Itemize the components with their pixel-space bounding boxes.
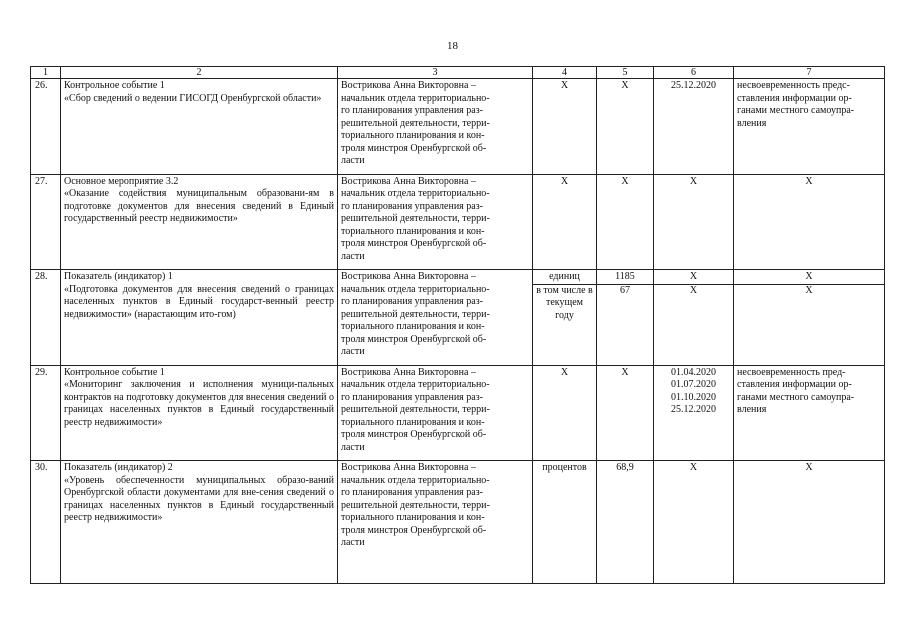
responsible-line: начальник отдела территориально-	[341, 474, 490, 486]
responsible-line: троля минстроя Оренбургской об-	[341, 524, 487, 536]
date-value: 25.12.2020	[671, 80, 716, 91]
risk-cell	[734, 174, 885, 270]
unit-cell: Х	[533, 79, 597, 175]
responsible-line: ласти	[341, 346, 365, 357]
value-cell	[597, 270, 654, 366]
date-current-year: Х	[654, 284, 733, 298]
event-title: Показатель (индикатор) 2	[64, 462, 173, 473]
responsible-line: ласти	[341, 155, 365, 166]
header-cell: 1	[31, 67, 61, 79]
responsible-line: ториального планирования и кон-	[341, 512, 485, 523]
risk-total: Х	[805, 271, 813, 282]
table-row	[31, 365, 885, 461]
event-cell	[61, 79, 338, 175]
risk-line: ставления информации ор-	[737, 92, 852, 104]
date-value: 01.04.2020	[671, 366, 716, 378]
table-row	[31, 270, 885, 366]
event-description: «Уровень обеспеченности муниципальных образо-ваний Оренбургской области документами для вне-сения сведений о границах населенных пунктов в Единый государственный реестр недвижимости»	[64, 474, 334, 523]
event-title: Показатель (индикатор) 1	[64, 271, 173, 282]
event-cell	[61, 461, 338, 584]
header-cell: 2	[61, 67, 338, 79]
event-title: Контрольное событие 1	[64, 80, 165, 91]
date-cell	[654, 365, 734, 461]
unit-cell: процентов	[533, 461, 597, 584]
responsible-line: троля минстроя Оренбургской об-	[341, 142, 487, 154]
row-number: 30.	[31, 461, 61, 584]
responsible-line: начальник отдела территориально-	[341, 92, 490, 104]
risk-line: несвоевременность предс-	[737, 80, 850, 91]
responsible-line: начальник отдела территориально-	[341, 379, 490, 390]
responsible-line: ториального планирования и кон-	[341, 321, 485, 332]
responsible-line: ласти	[341, 441, 365, 453]
date-cell	[654, 461, 734, 584]
unit-cell: Х	[533, 174, 597, 270]
responsible-line: начальник отдела территориально-	[341, 283, 490, 295]
unit-cell: Х	[533, 365, 597, 461]
row-number: 28.	[31, 270, 61, 366]
event-description: «Оказание содействия муниципальным образовани-ям в подготовке документов для внесения сведений в Единый государственный реестр недвижимости»	[64, 188, 334, 224]
unit-current-year: в том числе в текущем году	[533, 284, 596, 323]
responsible-line: Вострикова Анна Викторовна –	[341, 366, 476, 378]
page-number: 18	[447, 40, 458, 52]
responsible-cell	[338, 270, 533, 366]
value-current-year: 67	[597, 284, 653, 298]
date-cell	[654, 174, 734, 270]
responsible-line: троля минстроя Оренбургской об-	[341, 333, 487, 345]
responsible-line: ториального планирования и кон-	[341, 225, 485, 237]
value-total: 1185	[615, 271, 635, 282]
risk-cell	[734, 79, 885, 175]
responsible-line: го планирования управления раз-	[341, 487, 483, 498]
date-cell	[654, 79, 734, 175]
responsible-cell	[338, 365, 533, 461]
risk-line: Х	[805, 175, 813, 187]
header-cell: 3	[338, 67, 533, 79]
date-cell	[654, 270, 734, 366]
event-description: «Мониторинг заключения и исполнения муници-пальных контрактов на подготовку документов для внесения сведений о границах населенных пунктов в Единый государственный реестр недвижимости»	[64, 379, 334, 428]
responsible-line: начальник отдела территориально-	[341, 188, 490, 199]
responsible-line: ториального планирования и кон-	[341, 130, 485, 141]
risk-line: ганами местного самоупра-	[737, 391, 855, 403]
header-cell: 5	[597, 67, 654, 79]
risk-current-year: Х	[734, 284, 884, 298]
table-row	[31, 174, 885, 270]
date-value: Х	[689, 175, 698, 187]
responsible-line: го планирования управления раз-	[341, 200, 483, 212]
responsible-cell	[338, 174, 533, 270]
responsible-line: Вострикова Анна Викторовна –	[341, 175, 476, 187]
row-number: 29.	[31, 365, 61, 461]
plan-table	[30, 66, 885, 584]
responsible-line: го планирования управления раз-	[341, 296, 483, 307]
event-cell	[61, 270, 338, 366]
responsible-line: решительной деятельности, терри-	[341, 213, 490, 224]
risk-line: вления	[737, 117, 767, 129]
value-cell: 68,9	[597, 461, 654, 584]
event-description: «Подготовка документов для внесения сведений о границах населенных пунктов в Единый государст-венный реестр недвижимости» (нарастающим ито-гом)	[64, 283, 334, 320]
date-value: 25.12.2020	[671, 404, 716, 415]
responsible-line: Вострикова Анна Викторовна –	[341, 462, 476, 473]
responsible-line: го планирования управления раз-	[341, 391, 483, 403]
unit-total: единиц	[549, 271, 580, 282]
header-cell: 4	[533, 67, 597, 79]
responsible-line: троля минстроя Оренбургской об-	[341, 238, 487, 249]
header-cell: 6	[654, 67, 734, 79]
value-cell: Х	[597, 174, 654, 270]
responsible-line: решительной деятельности, терри-	[341, 499, 490, 511]
responsible-line: Вострикова Анна Викторовна –	[341, 80, 476, 91]
responsible-line: Вострикова Анна Викторовна –	[341, 271, 476, 282]
risk-line: несвоевременность пред-	[737, 366, 846, 378]
responsible-line: ториального планирования и кон-	[341, 416, 485, 428]
table-row	[31, 461, 885, 584]
row-number: 26.	[31, 79, 61, 175]
responsible-line: ласти	[341, 537, 365, 548]
table-row	[31, 79, 885, 175]
responsible-line: решительной деятельности, терри-	[341, 117, 490, 129]
value-cell: Х	[597, 365, 654, 461]
event-title: Контрольное событие 1	[64, 366, 165, 378]
responsible-line: ласти	[341, 250, 365, 262]
responsible-cell	[338, 79, 533, 175]
risk-cell	[734, 365, 885, 461]
unit-cell	[533, 270, 597, 366]
risk-line: Х	[805, 462, 813, 473]
date-value: 01.10.2020	[671, 391, 716, 403]
responsible-line: решительной деятельности, терри-	[341, 404, 490, 415]
responsible-line: го планирования управления раз-	[341, 105, 483, 116]
header-cell: 7	[734, 67, 885, 79]
value-cell: Х	[597, 79, 654, 175]
risk-cell	[734, 461, 885, 584]
responsible-cell	[338, 461, 533, 584]
event-description: «Сбор сведений о ведении ГИСОГД Оренбургской области»	[64, 92, 322, 104]
header-row	[31, 67, 885, 79]
date-value: 01.07.2020	[671, 379, 716, 390]
date-total: Х	[689, 271, 698, 282]
row-number: 27.	[31, 174, 61, 270]
date-value: Х	[689, 462, 698, 473]
risk-line: ганами местного самоупра-	[737, 105, 855, 116]
responsible-line: троля минстроя Оренбургской об-	[341, 429, 487, 440]
responsible-line: решительной деятельности, терри-	[341, 308, 490, 320]
event-cell	[61, 365, 338, 461]
risk-cell	[734, 270, 885, 366]
event-title: Основное мероприятие 3.2	[64, 175, 179, 187]
risk-line: вления	[737, 404, 767, 415]
event-cell	[61, 174, 338, 270]
risk-line: ставления информации ор-	[737, 379, 852, 390]
